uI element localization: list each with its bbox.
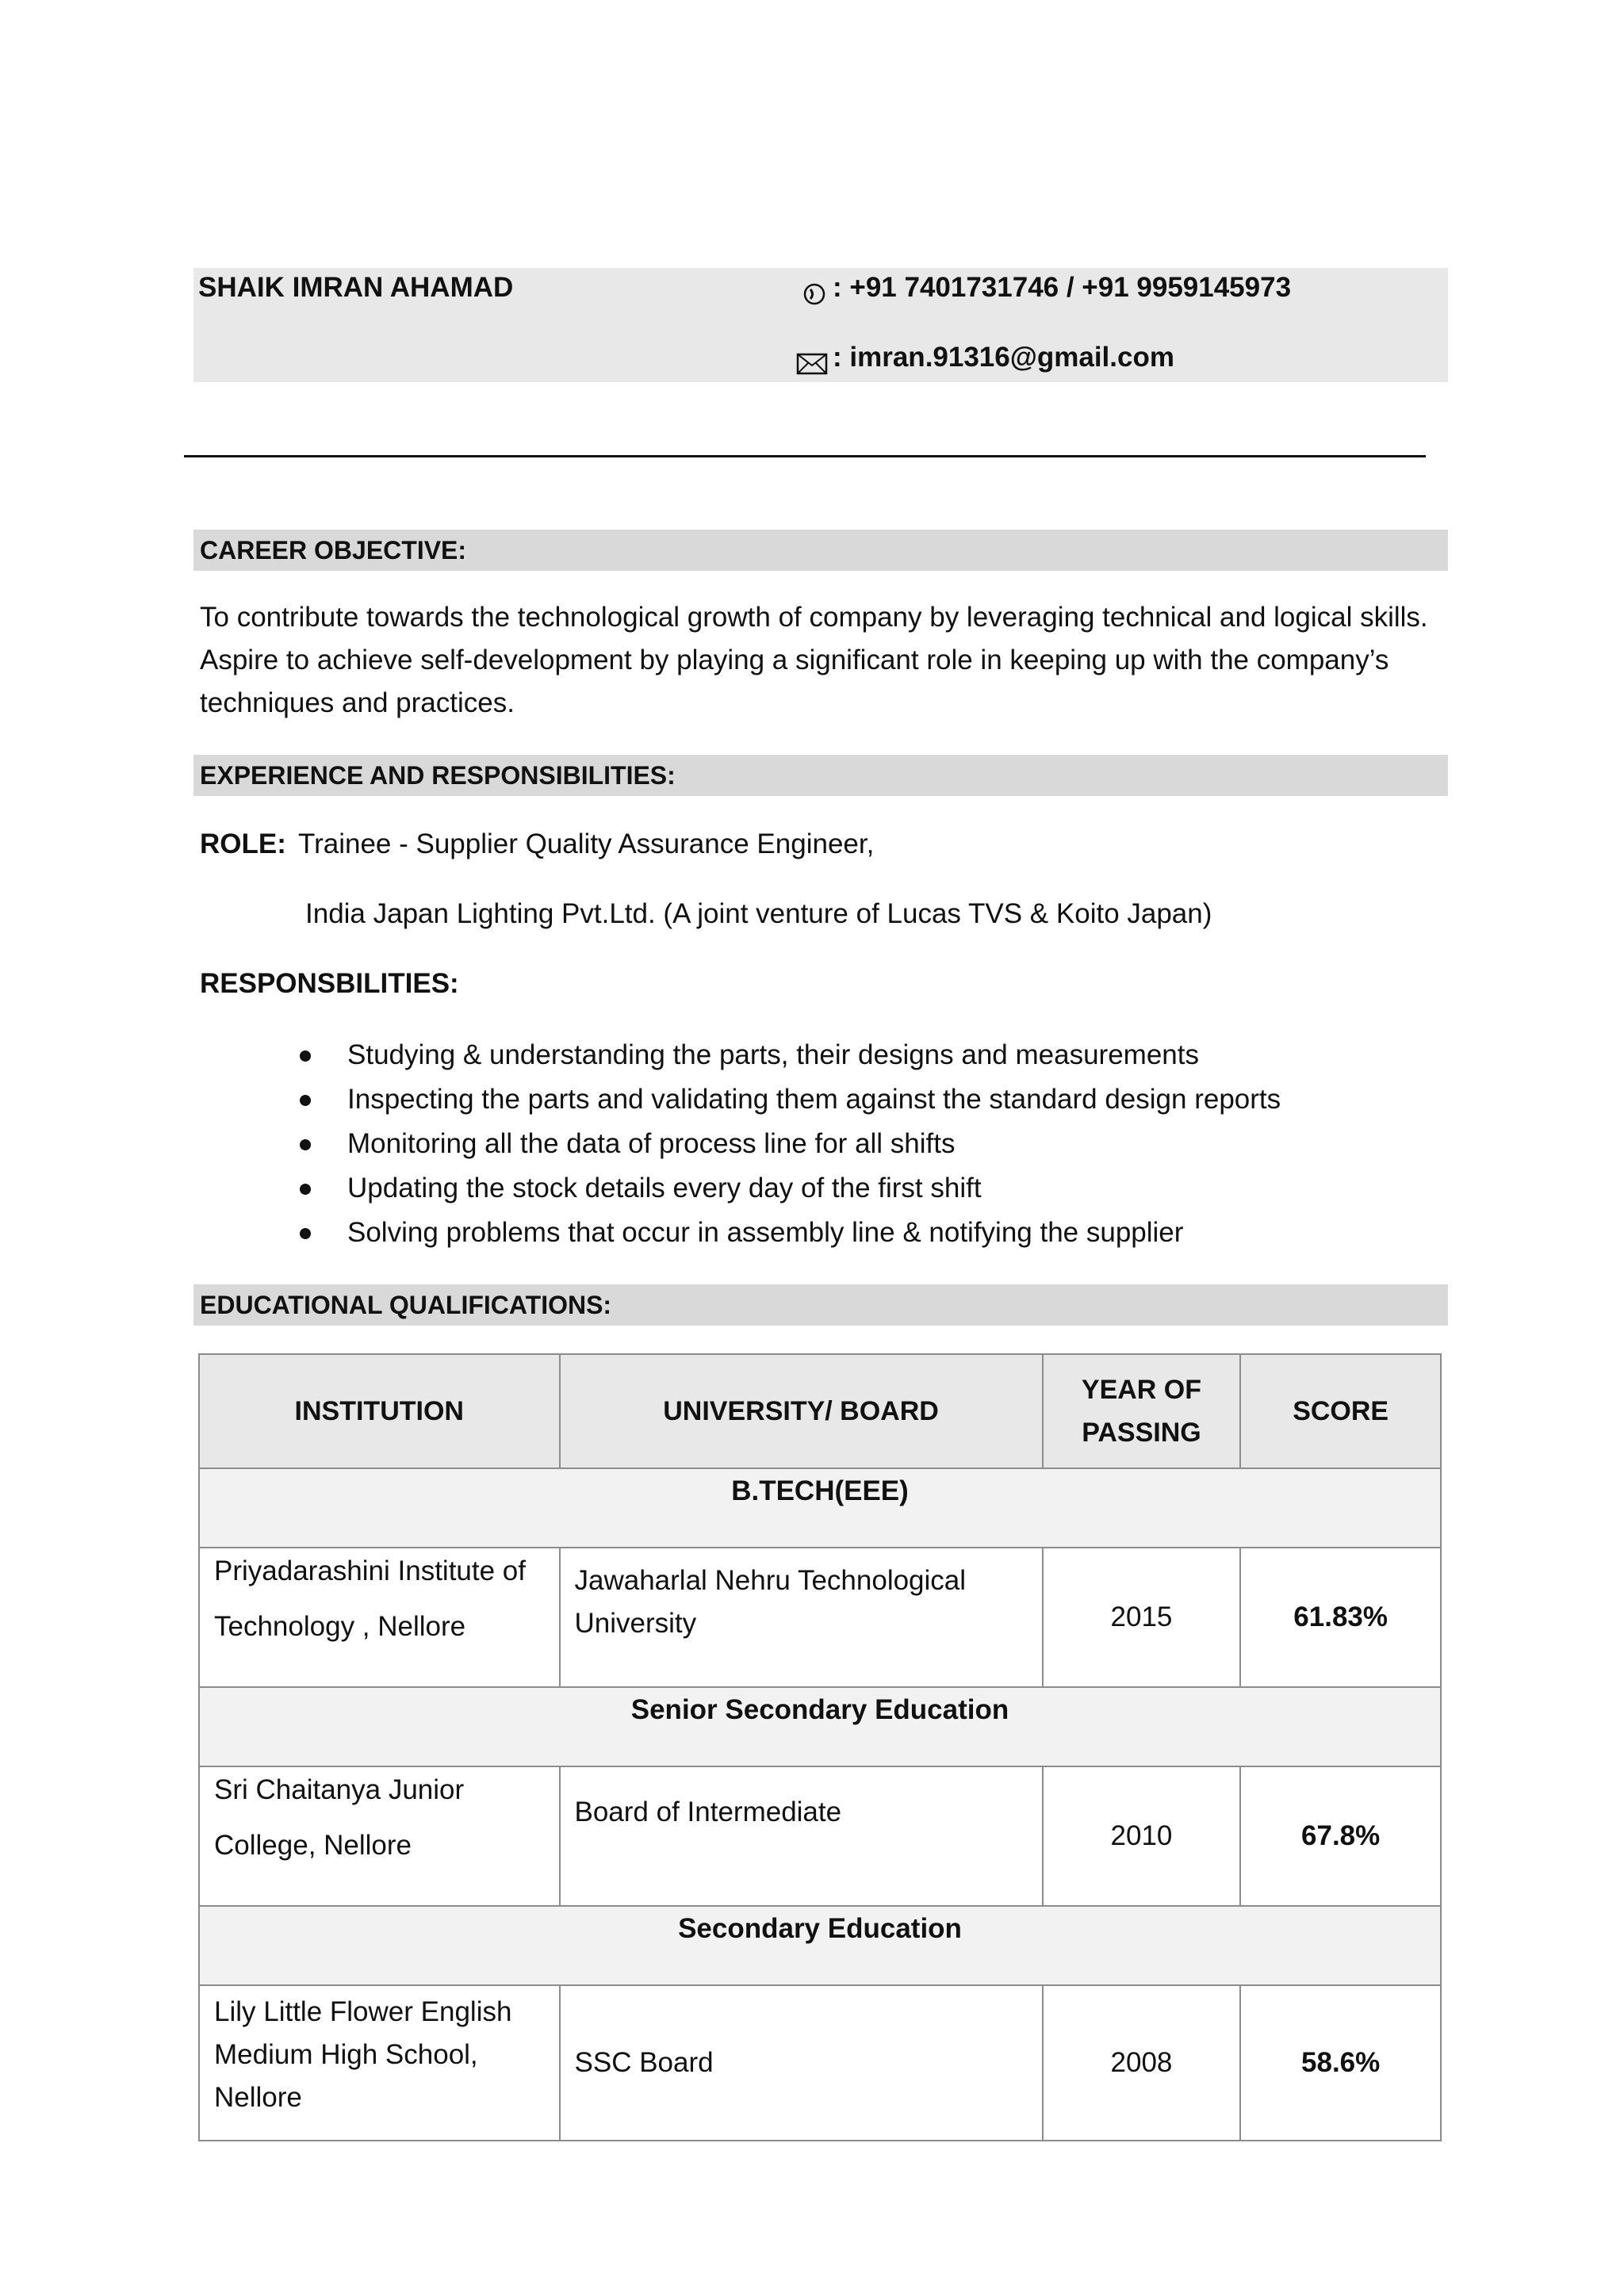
section-row <box>199 1906 1441 1985</box>
email-address[interactable]: : imran.91316@gmail.com <box>833 342 1174 373</box>
section-title: Secondary Education <box>199 1906 1441 1985</box>
envelope-icon <box>796 346 828 372</box>
university-cell: SSC Board <box>560 1985 1043 2141</box>
bullet-icon <box>300 1139 311 1150</box>
career-objective-text <box>200 596 1428 725</box>
institution-cell: Sri Chaitanya Junior College, Nellore <box>199 1766 560 1906</box>
list-item: Inspecting the parts and validating them against the standard design reports <box>295 1077 1281 1122</box>
year-cell: 2015 <box>1043 1548 1241 1687</box>
col-year: YEAR OF PASSING <box>1043 1354 1241 1468</box>
bullet-icon <box>300 1095 311 1106</box>
phone-line <box>802 266 1291 309</box>
score-cell: 67.8% <box>1240 1766 1441 1906</box>
col-institution: INSTITUTION <box>199 1354 560 1468</box>
table-header-row <box>199 1354 1441 1468</box>
section-row <box>199 1687 1441 1766</box>
bullet-icon <box>300 1228 311 1239</box>
responsibilities-list <box>295 1033 1281 1255</box>
table-row <box>199 1548 1441 1687</box>
bullet-icon <box>300 1184 311 1195</box>
col-university: UNIVERSITY/ BOARD <box>560 1354 1043 1468</box>
experience-heading: EXPERIENCE AND RESPONSIBILITIES: <box>200 761 676 790</box>
year-cell: 2010 <box>1043 1766 1241 1906</box>
section-title: Senior Secondary Education <box>199 1687 1441 1766</box>
list-item: Solving problems that occur in assembly line & notifying the supplier <box>295 1211 1281 1255</box>
education-table <box>198 1353 1442 2141</box>
list-item: Updating the stock details every day of the first shift <box>295 1166 1281 1211</box>
career-objective-heading: CAREER OBJECTIVE: <box>200 536 467 564</box>
score-cell: 61.83% <box>1240 1548 1441 1687</box>
role-label: ROLE: <box>200 828 286 859</box>
section-title: B.TECH(EEE) <box>199 1468 1441 1548</box>
education-heading: EDUCATIONAL QUALIFICATIONS: <box>200 1291 612 1319</box>
score-cell: 58.6% <box>1240 1985 1441 2141</box>
header-divider <box>184 455 1426 457</box>
candidate-name: SHAIK IMRAN AHAMAD <box>198 272 514 303</box>
university-cell: Board of Intermediate <box>560 1766 1043 1906</box>
responsibilities-label: RESPONSBILITIES: <box>200 968 459 999</box>
phone-number[interactable]: : +91 7401731746 / +91 9959145973 <box>833 272 1292 303</box>
company-name: India Japan Lighting Pvt.Ltd. (A joint venture of Lucas TVS & Koito Japan) <box>305 898 1212 929</box>
list-item: Studying & understanding the parts, their designs and measurements <box>295 1033 1281 1077</box>
career-line: Aspire to achieve self-development by playing a significant role in keeping up with the company’s <box>200 645 1389 675</box>
career-line: To contribute towards the technological growth of company by leveraging technical and logical skills. <box>200 602 1428 633</box>
institution-cell: Lily Little Flower English Medium High School, Nellore <box>199 1985 560 2141</box>
year-cell: 2008 <box>1043 1985 1241 2141</box>
email-line <box>796 336 1174 379</box>
table-row <box>199 1985 1441 2141</box>
role-value: Trainee - Supplier Quality Assurance Engineer, <box>298 828 875 859</box>
section-row <box>199 1468 1441 1548</box>
table-row <box>199 1766 1441 1906</box>
career-line: techniques and practices. <box>200 687 515 718</box>
bullet-icon <box>300 1050 311 1062</box>
institution-cell: Priyadarashini Institute of Technology , Nellore <box>199 1548 560 1687</box>
col-score: SCORE <box>1240 1354 1441 1468</box>
list-item: Monitoring all the data of process line for all shifts <box>295 1122 1281 1166</box>
university-cell: Jawaharlal Nehru Technological University <box>560 1548 1043 1687</box>
phone-icon <box>802 277 826 302</box>
